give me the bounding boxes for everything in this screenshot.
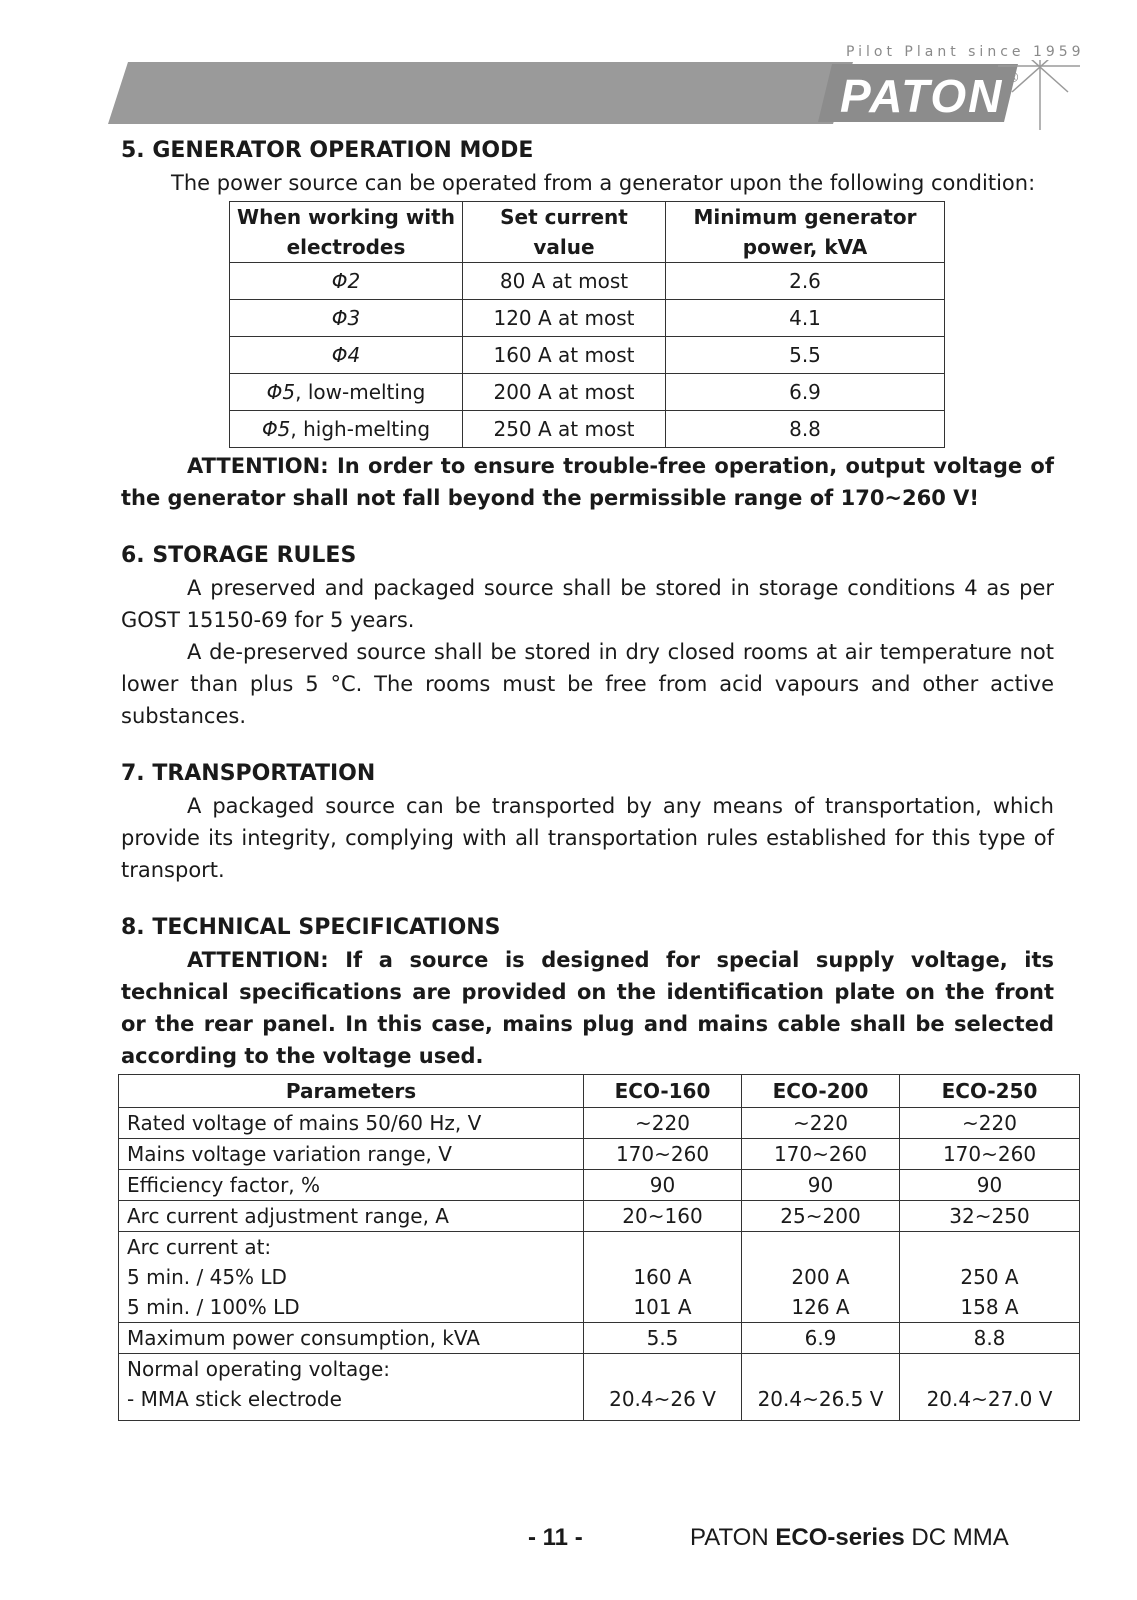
power-cell: 4.1 — [666, 300, 945, 337]
section-7-heading: 7. TRANSPORTATION — [121, 761, 376, 786]
value-cell: 20~160 — [584, 1201, 742, 1232]
power-cell: 2.6 — [666, 263, 945, 300]
value-cell: 170~260 — [900, 1139, 1080, 1170]
section-7-para-1: A packaged source can be transported by any means of transportation, which provide its integrity, complying with all transportation rules established for this type of transport. — [121, 794, 1054, 882]
arc-current-label: Arc current at: — [127, 1235, 272, 1259]
current-cell: 200 A at most — [463, 374, 666, 411]
value-cell: 20.4~26 V — [584, 1354, 742, 1421]
value-cell: 90 — [584, 1170, 742, 1201]
specifications-table-header — [119, 1075, 1080, 1108]
table-row — [119, 1354, 1080, 1421]
specifications-table — [118, 1074, 1080, 1421]
header-band — [108, 62, 853, 124]
value-cell: 25~200 — [742, 1201, 900, 1232]
param-cell: Efficiency factor, % — [119, 1170, 584, 1201]
operating-voltage-line-1: - MMA stick electrode — [127, 1387, 342, 1411]
table-row — [119, 1108, 1080, 1139]
value-cell: 5.5 — [584, 1323, 742, 1354]
value-cell: 250 A 158 A — [900, 1232, 1080, 1323]
header-tagline: Pilot Plant since 1959 — [846, 44, 1085, 60]
electrode-cell: Φ3 — [230, 300, 463, 337]
arc-current-line-1: 5 min. / 45% LD — [127, 1265, 287, 1289]
value-cell: ~220 — [900, 1108, 1080, 1139]
value-cell: ~220 — [742, 1108, 900, 1139]
table-row — [230, 411, 945, 448]
table-row — [119, 1170, 1080, 1201]
generator-table-header — [230, 202, 945, 263]
power-cell: 5.5 — [666, 337, 945, 374]
electrode-cell: Φ4 — [230, 337, 463, 374]
value-cell: 170~260 — [742, 1139, 900, 1170]
page-content — [121, 135, 1054, 1421]
col-power: Minimum generator power, kVA — [666, 202, 945, 263]
generator-table — [229, 201, 945, 448]
current-cell: 120 A at most — [463, 300, 666, 337]
power-cell: 6.9 — [666, 374, 945, 411]
table-row — [119, 1139, 1080, 1170]
col-current: Set current value — [463, 202, 666, 263]
current-cell: 160 A at most — [463, 337, 666, 374]
value-cell: 8.8 — [900, 1323, 1080, 1354]
registered-mark: ® — [1006, 70, 1020, 86]
value-cell: 32~250 — [900, 1201, 1080, 1232]
power-cell: 8.8 — [666, 411, 945, 448]
value-cell: ~220 — [584, 1108, 742, 1139]
value-cell: 20.4~26.5 V — [742, 1354, 900, 1421]
value-cell: 20.4~27.0 V — [900, 1354, 1080, 1421]
electrode-cell: Φ2 — [230, 263, 463, 300]
table-row — [119, 1323, 1080, 1354]
electrode-cell: Φ5, low-melting — [230, 374, 463, 411]
paton-logo — [818, 60, 1118, 130]
col-parameters: Parameters — [119, 1075, 584, 1108]
logo-text: PATON — [840, 70, 1004, 122]
operating-voltage-label: Normal operating voltage: — [127, 1357, 391, 1381]
param-cell: Mains voltage variation range, V — [119, 1139, 584, 1170]
value-cell: 90 — [742, 1170, 900, 1201]
col-eco-200: ECO-200 — [742, 1075, 900, 1108]
section-5-heading: 5. GENERATOR OPERATION MODE — [121, 138, 534, 163]
value-cell: 200 A 126 A — [742, 1232, 900, 1323]
table-row — [230, 300, 945, 337]
value-cell: 6.9 — [742, 1323, 900, 1354]
current-cell: 250 A at most — [463, 411, 666, 448]
param-cell — [119, 1354, 584, 1421]
param-cell: Rated voltage of mains 50/60 Hz, V — [119, 1108, 584, 1139]
section-8-attention: ATTENTION: If a source is designed for special supply voltage, its technical specifications are provided on the identification plate on the front or the rear panel. In this case, mains plug and mains cable shall be selected according to the voltage used. — [121, 948, 1054, 1068]
page-number: - 11 - — [528, 1524, 583, 1551]
current-cell: 80 A at most — [463, 263, 666, 300]
value-cell: 90 — [900, 1170, 1080, 1201]
section-6-heading: 6. STORAGE RULES — [121, 543, 357, 568]
section-5-attention: ATTENTION: In order to ensure trouble-free operation, output voltage of the generator shall not fall beyond the permissible range of 170~260 V! — [121, 454, 1054, 510]
section-6-para-2: A de-preserved source shall be stored in dry closed rooms at air temperature not lower than plus 5 °C. The rooms must be free from acid vapours and other active substances. — [121, 640, 1054, 728]
param-cell: Maximum power consumption, kVA — [119, 1323, 584, 1354]
table-row — [119, 1232, 1080, 1323]
col-eco-160: ECO-160 — [584, 1075, 742, 1108]
table-row — [230, 337, 945, 374]
value-cell: 160 A 101 A — [584, 1232, 742, 1323]
table-row — [230, 374, 945, 411]
table-row — [230, 263, 945, 300]
param-cell — [119, 1232, 584, 1323]
section-5-intro: The power source can be operated from a generator upon the following condition: — [171, 171, 1036, 195]
section-8-heading: 8. TECHNICAL SPECIFICATIONS — [121, 915, 501, 940]
arc-current-line-2: 5 min. / 100% LD — [127, 1295, 300, 1319]
section-6-para-1: A preserved and packaged source shall be stored in storage conditions 4 as per GOST 15150-69 for 5 years. — [121, 576, 1054, 632]
col-eco-250: ECO-250 — [900, 1075, 1080, 1108]
electrode-cell: Φ5, high-melting — [230, 411, 463, 448]
table-row — [119, 1201, 1080, 1232]
footer-title: PATON ECO-series DC MMA — [690, 1524, 1009, 1551]
col-electrodes: When working with electrodes — [230, 202, 463, 263]
value-cell: 170~260 — [584, 1139, 742, 1170]
param-cell: Arc current adjustment range, A — [119, 1201, 584, 1232]
